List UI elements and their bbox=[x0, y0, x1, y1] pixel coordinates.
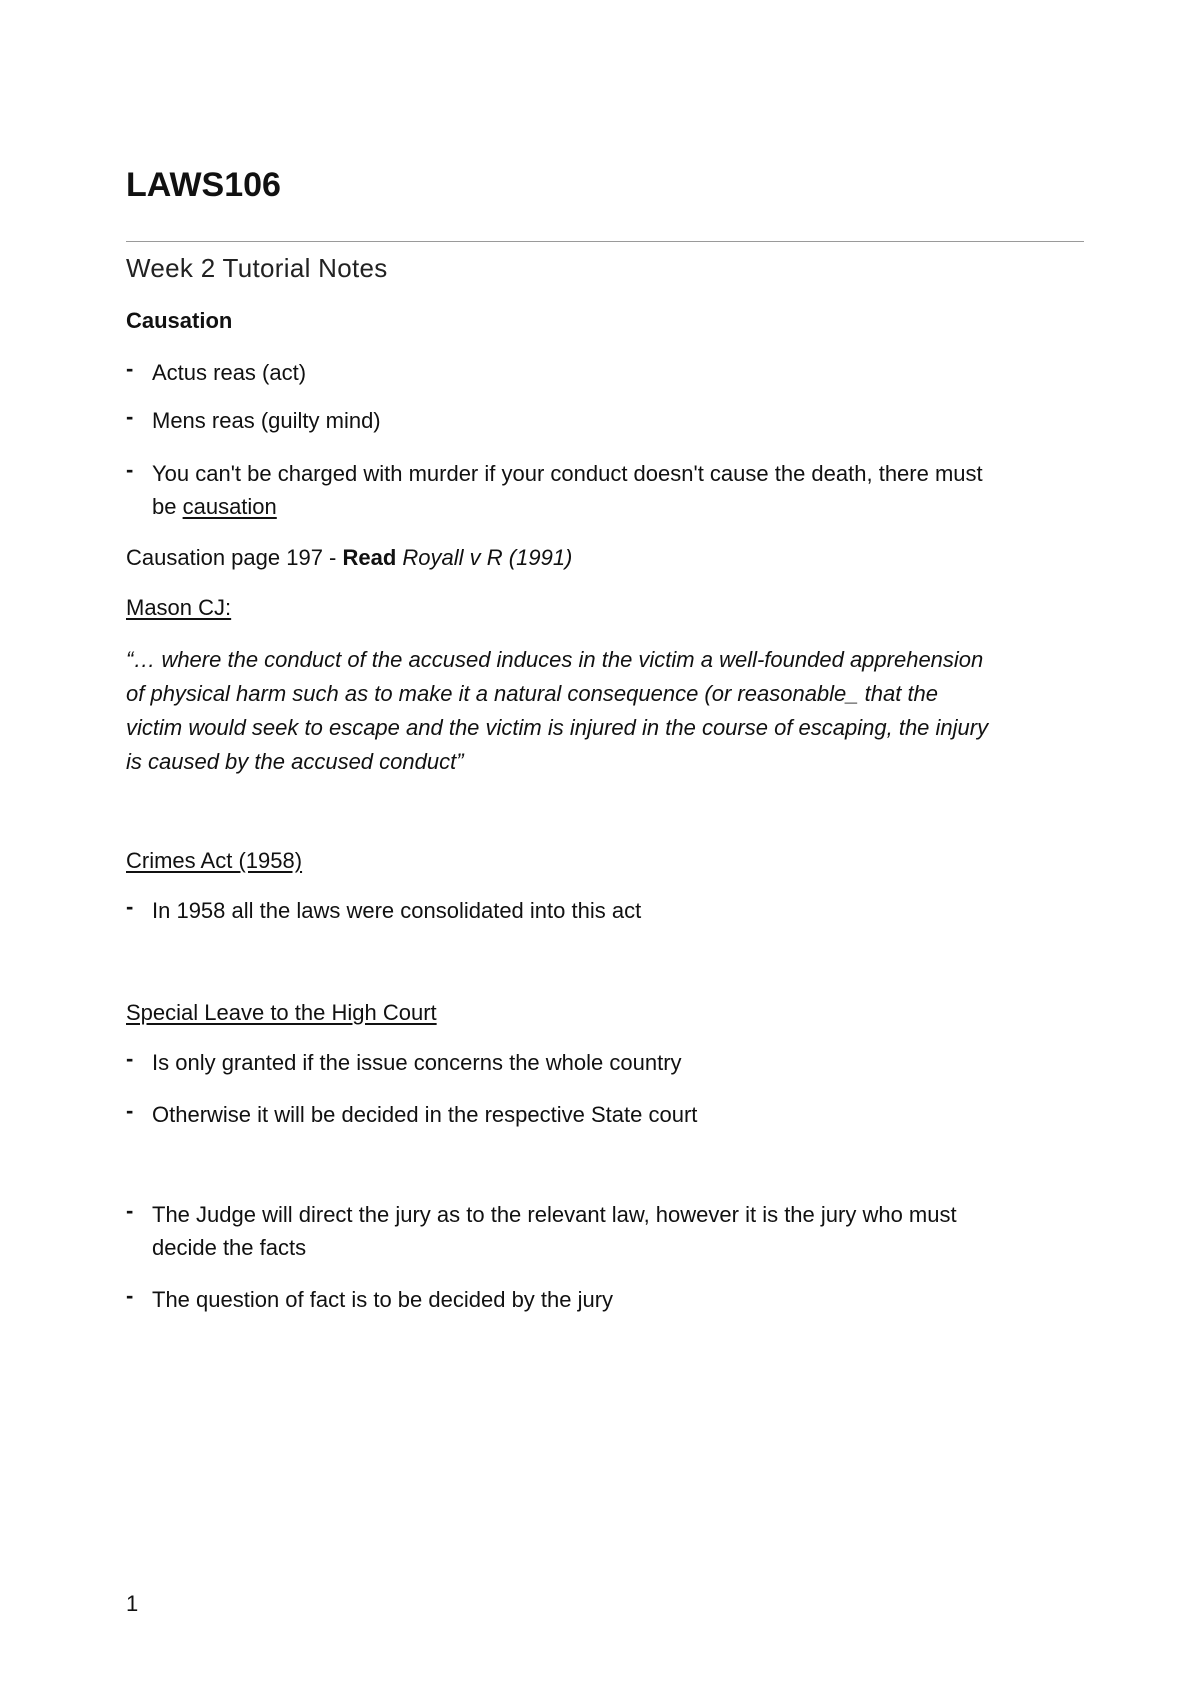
bullet-dash: - bbox=[126, 1046, 134, 1071]
bullet-dash: - bbox=[126, 1198, 134, 1223]
bullet-text: The Judge will direct the jury as to the relevant law, however it is the jury who must bbox=[152, 1202, 957, 1227]
bullet-dash: - bbox=[126, 1098, 134, 1123]
course-title: LAWS106 bbox=[126, 166, 281, 204]
bullet-text: Is only granted if the issue concerns the whole country bbox=[152, 1050, 682, 1075]
quote-line: victim would seek to escape and the victim is injured in the course of escaping, the injury bbox=[126, 715, 989, 740]
title-divider bbox=[126, 241, 1084, 242]
case-reference bbox=[126, 541, 572, 574]
bullet-continuation-prefix: be bbox=[152, 494, 183, 519]
section-heading-crimes-act: Crimes Act (1958) bbox=[126, 848, 303, 873]
bullet-continuation: decide the facts bbox=[152, 1235, 307, 1260]
bullet-text: In 1958 all the laws were consolidated into this act bbox=[152, 898, 642, 923]
quote-line: is caused by the accused conduct” bbox=[126, 749, 464, 774]
bullet-text: You can't be charged with murder if your conduct doesn't cause the death, there must bbox=[152, 461, 983, 486]
judge-heading: Mason CJ: bbox=[126, 595, 232, 620]
bullet-text: Actus reas (act) bbox=[152, 360, 307, 385]
section-heading-special-leave: Special Leave to the High Court bbox=[126, 1000, 437, 1025]
bullet-continuation bbox=[152, 490, 277, 523]
section-heading-causation: Causation bbox=[126, 308, 233, 333]
bullet-text: Otherwise it will be decided in the respective State court bbox=[152, 1102, 698, 1127]
quote-line: “… where the conduct of the accused induces in the victim a well-founded apprehension bbox=[126, 647, 984, 672]
bullet-text: The question of fact is to be decided by the jury bbox=[152, 1287, 614, 1312]
bullet-dash: - bbox=[126, 404, 134, 429]
quote-line: of physical harm such as to make it a natural consequence (or reasonable_ that the bbox=[126, 681, 939, 706]
page-number: 1 bbox=[126, 1591, 139, 1616]
reference-prefix: Causation page 197 - bbox=[126, 545, 343, 570]
bullet-dash: - bbox=[126, 1283, 134, 1308]
causation-underlined-term: causation bbox=[182, 494, 277, 519]
bullet-text: Mens reas (guilty mind) bbox=[152, 408, 381, 433]
case-name: Royall v R (1991) bbox=[402, 545, 573, 570]
page-subtitle: Week 2 Tutorial Notes bbox=[126, 253, 388, 283]
bullet-dash: - bbox=[126, 457, 134, 482]
judgment-quote bbox=[126, 643, 988, 779]
bullet-dash: - bbox=[126, 356, 134, 381]
bullet-dash: - bbox=[126, 894, 134, 919]
reference-read-label: Read bbox=[342, 545, 403, 570]
